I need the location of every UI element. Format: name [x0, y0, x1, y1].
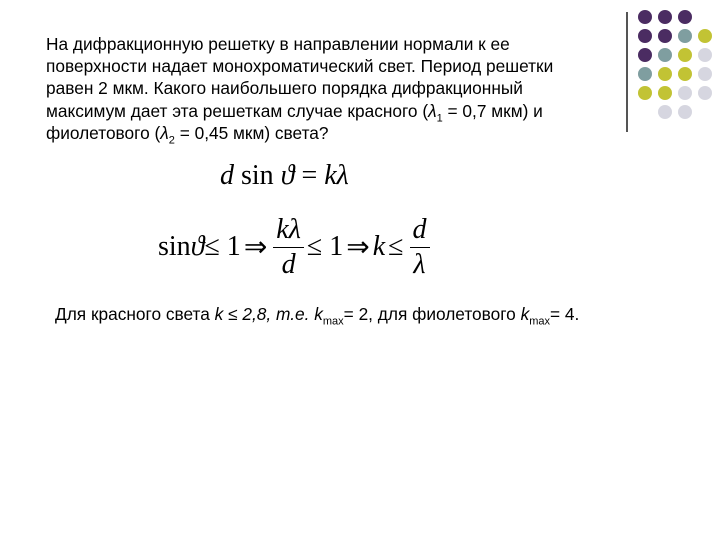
answer-text: [55, 304, 580, 328]
ineq-le-1: ≤ 1: [204, 231, 241, 262]
ineq-theta: ϑ: [190, 231, 205, 262]
fraction-2-denominator: λ: [413, 248, 426, 280]
dot: [638, 86, 652, 100]
grating-equation: [220, 160, 349, 192]
problem-line-4-text: максимум дает эта решеткам случае красного (: [46, 100, 429, 121]
fraction-1-numerator: kλ: [273, 215, 304, 248]
dot: [658, 29, 672, 43]
formula-theta: ϑ: [280, 160, 295, 191]
dot-row-6: [658, 105, 692, 119]
answer-kmax-violet-sub: max: [529, 315, 551, 328]
answer-kmax-violet: k: [520, 304, 530, 324]
dot-row-2: [638, 29, 712, 43]
vertical-divider-line: [626, 12, 628, 132]
lambda-2-subscript: 2: [168, 134, 175, 147]
answer-prefix: Для красного света: [55, 304, 215, 324]
inequality-chain: [158, 212, 433, 282]
lambda-1-value: = 0,7 мкм) и: [442, 100, 543, 121]
dot: [678, 48, 692, 62]
dot: [638, 48, 652, 62]
ineq-le-1-b: ≤ 1: [306, 231, 344, 262]
formula-sin: sin: [234, 160, 281, 191]
dot: [658, 67, 672, 81]
ineq-le-3: ≤: [388, 231, 404, 262]
formula-d: d: [220, 160, 234, 191]
answer-value-3: = 4.: [550, 304, 580, 324]
answer-kmax-red: k: [314, 304, 323, 324]
answer-k: k: [214, 304, 224, 324]
dot: [638, 29, 652, 43]
lambda-2-symbol: λ: [160, 122, 169, 143]
lambda-1-symbol: λ: [428, 100, 437, 121]
implies-arrow-2: ⇒: [346, 232, 370, 263]
answer-value-1: ≤ 2,8, т.е.: [223, 304, 315, 324]
answer-value-2: = 2, для фиолетового: [343, 304, 521, 324]
problem-line-1: На дифракционную решетку в направлении нормали к ее: [46, 34, 510, 54]
lambda-2-value: = 0,45 мкм) света?: [174, 122, 329, 143]
lambda-1-subscript: 1: [436, 112, 443, 125]
dot: [678, 10, 692, 24]
dot: [678, 29, 692, 43]
dot: [698, 86, 712, 100]
dot: [658, 10, 672, 24]
answer-kmax-red-sub: max: [322, 315, 344, 328]
dot: [678, 105, 692, 119]
implies-arrow-1: ⇒: [243, 232, 268, 263]
problem-line-5: [46, 122, 329, 147]
dot: [658, 48, 672, 62]
dot-row-1: [638, 10, 692, 24]
formula-equals: =: [294, 160, 325, 191]
formula-k-lambda: kλ: [324, 160, 349, 191]
problem-line-2: поверхности надает монохроматический свет. Период решетки: [46, 56, 554, 77]
problem-line-3: равен 2 мкм. Какого наибольшего порядка дифракционный: [46, 78, 523, 99]
dot: [698, 48, 712, 62]
dot: [698, 29, 712, 43]
fraction-1-denominator: d: [281, 248, 296, 280]
problem-line-5-text: фиолетового (: [46, 122, 161, 143]
dot-row-5: [638, 86, 712, 100]
ineq-k: k: [372, 231, 386, 262]
problem-text: [46, 33, 606, 147]
dot: [638, 10, 652, 24]
fraction-d-over-lambda: [410, 215, 430, 280]
dot: [678, 86, 692, 100]
dot-row-3: [638, 48, 712, 62]
dot: [698, 67, 712, 81]
dot: [658, 105, 672, 119]
dot-row-4: [638, 67, 712, 81]
dot: [658, 86, 672, 100]
fraction-2-numerator: d: [410, 215, 430, 248]
problem-line-4: [46, 100, 543, 125]
ineq-sin: sin: [158, 231, 191, 262]
dot: [638, 67, 652, 81]
fraction-k-lambda-over-d: [273, 215, 304, 280]
dot: [678, 67, 692, 81]
